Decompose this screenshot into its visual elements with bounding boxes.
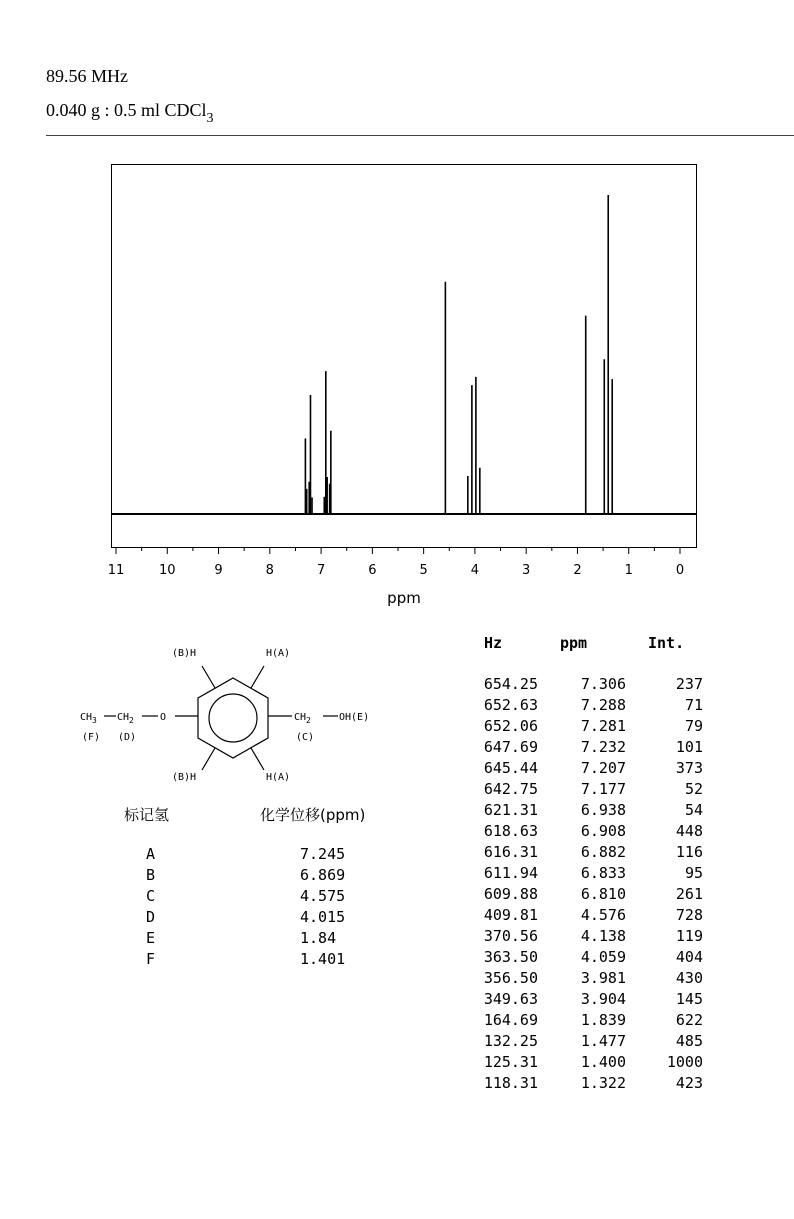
ch3-group	[80, 712, 97, 725]
peak-intensity: 1000	[666, 1053, 703, 1071]
table-row	[450, 1010, 720, 1031]
ch3-text: CH	[80, 712, 93, 723]
hydroxyl-group: OH(E)	[339, 712, 370, 723]
table-row	[450, 674, 720, 695]
peak-intensity: 145	[675, 990, 703, 1008]
peak-intensity: 622	[675, 1011, 703, 1029]
peak-ppm: 4.059	[580, 948, 626, 966]
assignment-shift: 6.869	[300, 866, 346, 884]
label-d: (D)	[118, 732, 137, 743]
x-tick-label: 11	[107, 563, 125, 578]
peak-hz: 652.06	[483, 717, 538, 735]
peak-ppm: 1.477	[580, 1032, 626, 1050]
sample-description	[46, 100, 214, 127]
table-row	[450, 905, 720, 926]
bond-bottom-left	[202, 748, 215, 770]
peak-hz: 132.25	[483, 1032, 538, 1050]
ch2-benzylic-sub: 2	[306, 716, 311, 725]
peak-intensity: 485	[675, 1032, 703, 1050]
table-row	[450, 968, 720, 989]
assignment-label: D	[146, 908, 156, 926]
x-tick-label: 8	[265, 563, 274, 578]
assignment-header-label: 标记氢	[124, 806, 170, 824]
assignment-shift: 7.245	[300, 845, 346, 863]
table-row	[450, 737, 720, 758]
assignment-label: E	[146, 929, 156, 947]
peak-hz: 621.31	[483, 801, 538, 819]
peak-intensity: 404	[675, 948, 703, 966]
peak-hz: 363.50	[483, 948, 538, 966]
peak-intensity: 261	[675, 885, 703, 903]
bond-bottom-right	[251, 748, 264, 770]
peak-hz: 616.31	[483, 843, 538, 861]
label-c: (C)	[296, 732, 315, 743]
assignment-label: C	[146, 887, 156, 905]
label-top-right-h: H(A)	[266, 648, 291, 659]
x-tick-label: 1	[624, 563, 633, 578]
table-row	[450, 800, 720, 821]
table-row	[450, 863, 720, 884]
assignment-shift: 1.84	[300, 929, 337, 947]
peak-intensity: 423	[675, 1074, 703, 1092]
table-row	[450, 1031, 720, 1052]
peak-ppm: 3.904	[580, 990, 626, 1008]
table-row	[450, 947, 720, 968]
peak-intensity: 71	[684, 696, 703, 714]
peak-ppm: 7.232	[580, 738, 626, 756]
table-row	[450, 758, 720, 779]
label-f: (F)	[82, 732, 101, 743]
ch2-ether-sub: 2	[129, 716, 134, 725]
table-row	[450, 779, 720, 800]
x-tick-label: 4	[470, 563, 480, 578]
peak-intensity: 79	[684, 717, 703, 735]
col-header-int: Int.	[648, 634, 685, 652]
x-axis-ticks	[108, 547, 684, 578]
x-axis-label: ppm	[387, 589, 421, 607]
ch2-benzylic-group	[294, 712, 311, 725]
table-row	[450, 716, 720, 737]
peak-ppm: 7.207	[580, 759, 626, 777]
peak-intensity: 54	[684, 801, 703, 819]
assignment-shift: 4.015	[300, 908, 346, 926]
peak-group	[305, 195, 612, 514]
assignment-shift: 1.401	[300, 950, 346, 968]
peak-hz: 647.69	[483, 738, 538, 756]
sample-subscript: 3	[206, 111, 214, 126]
x-tick-label: 3	[522, 563, 531, 578]
ch3-sub: 3	[92, 716, 97, 725]
table-row	[450, 1052, 720, 1073]
label-top-left-h: (B)H	[172, 648, 197, 659]
label-bottom-left-h: (B)H	[172, 772, 197, 783]
peak-ppm: 6.810	[580, 885, 626, 903]
assignment-header-shift: 化学位移(ppm)	[260, 806, 366, 824]
oxygen-atom: O	[160, 712, 167, 723]
peak-hz: 370.56	[483, 927, 538, 945]
peak-hz: 164.69	[483, 1011, 538, 1029]
peak-hz: 349.63	[483, 990, 538, 1008]
peak-hz: 642.75	[483, 780, 538, 798]
peak-ppm: 7.288	[580, 696, 626, 714]
bond-top-right	[251, 666, 264, 688]
peak-hz: 611.94	[483, 864, 538, 882]
peak-intensity: 373	[675, 759, 703, 777]
peak-hz: 356.50	[483, 969, 538, 987]
peak-intensity: 101	[675, 738, 703, 756]
peak-intensity: 95	[684, 864, 703, 882]
peak-hz: 618.63	[483, 822, 538, 840]
header-divider	[46, 135, 794, 136]
peak-hz: 654.25	[483, 675, 538, 693]
peak-intensity: 430	[675, 969, 703, 987]
x-tick-label: 6	[368, 563, 377, 578]
peak-hz: 125.31	[483, 1053, 538, 1071]
table-row	[450, 989, 720, 1010]
spectrometer-frequency: 89.56 MHz	[46, 66, 128, 86]
peak-ppm: 6.908	[580, 822, 626, 840]
peak-intensity: 237	[675, 675, 703, 693]
peak-ppm: 7.306	[580, 675, 626, 693]
peak-ppm: 1.400	[580, 1053, 626, 1071]
peak-intensity: 116	[675, 843, 703, 861]
x-tick-label: 7	[316, 563, 326, 578]
peak-ppm: 4.576	[580, 906, 626, 924]
table-row	[450, 1073, 720, 1094]
x-tick-label: 0	[675, 563, 685, 578]
col-header-hz: Hz	[484, 634, 503, 652]
assignment-shift: 4.575	[300, 887, 346, 905]
peak-hz: 409.81	[483, 906, 538, 924]
molecule-structure	[60, 636, 400, 796]
peak-ppm: 1.839	[580, 1011, 626, 1029]
peak-intensity: 52	[684, 780, 703, 798]
assignment-label: F	[146, 950, 156, 968]
peak-hz: 645.44	[483, 759, 538, 777]
peak-ppm: 7.281	[580, 717, 626, 735]
peak-hz: 609.88	[483, 885, 538, 903]
table-row	[450, 821, 720, 842]
peak-intensity: 448	[675, 822, 703, 840]
aromatic-circle	[209, 694, 257, 742]
assignment-label: B	[146, 866, 156, 884]
peak-intensity: 119	[675, 927, 703, 945]
nmr-spectrum-chart	[0, 150, 794, 620]
table-row	[450, 842, 720, 863]
col-header-ppm: ppm	[560, 634, 588, 652]
sample-text: 0.040 g : 0.5 ml CDCl	[46, 100, 207, 120]
table-row	[450, 884, 720, 905]
peak-ppm: 7.177	[580, 780, 626, 798]
ch2-ether-group	[117, 712, 134, 725]
bond-top-left	[202, 666, 215, 688]
ch2-ether-text: CH	[117, 712, 130, 723]
peak-ppm: 1.322	[580, 1074, 626, 1092]
peak-ppm: 3.981	[580, 969, 626, 987]
assignment-label: A	[146, 845, 156, 863]
peak-ppm: 6.833	[580, 864, 626, 882]
ch2-benzylic-text: CH	[294, 712, 307, 723]
label-bottom-right-h: H(A)	[266, 772, 291, 783]
peak-hz: 118.31	[483, 1074, 538, 1092]
peak-ppm: 6.938	[580, 801, 626, 819]
x-tick-label: 2	[573, 563, 582, 578]
peak-ppm: 6.882	[580, 843, 626, 861]
x-tick-label: 5	[419, 563, 428, 578]
table-row	[450, 695, 720, 716]
x-tick-label: 9	[214, 563, 223, 578]
peak-ppm: 4.138	[580, 927, 626, 945]
table-row	[450, 926, 720, 947]
peak-hz: 652.63	[483, 696, 538, 714]
x-tick-label: 10	[158, 563, 176, 578]
peak-intensity: 728	[675, 906, 703, 924]
